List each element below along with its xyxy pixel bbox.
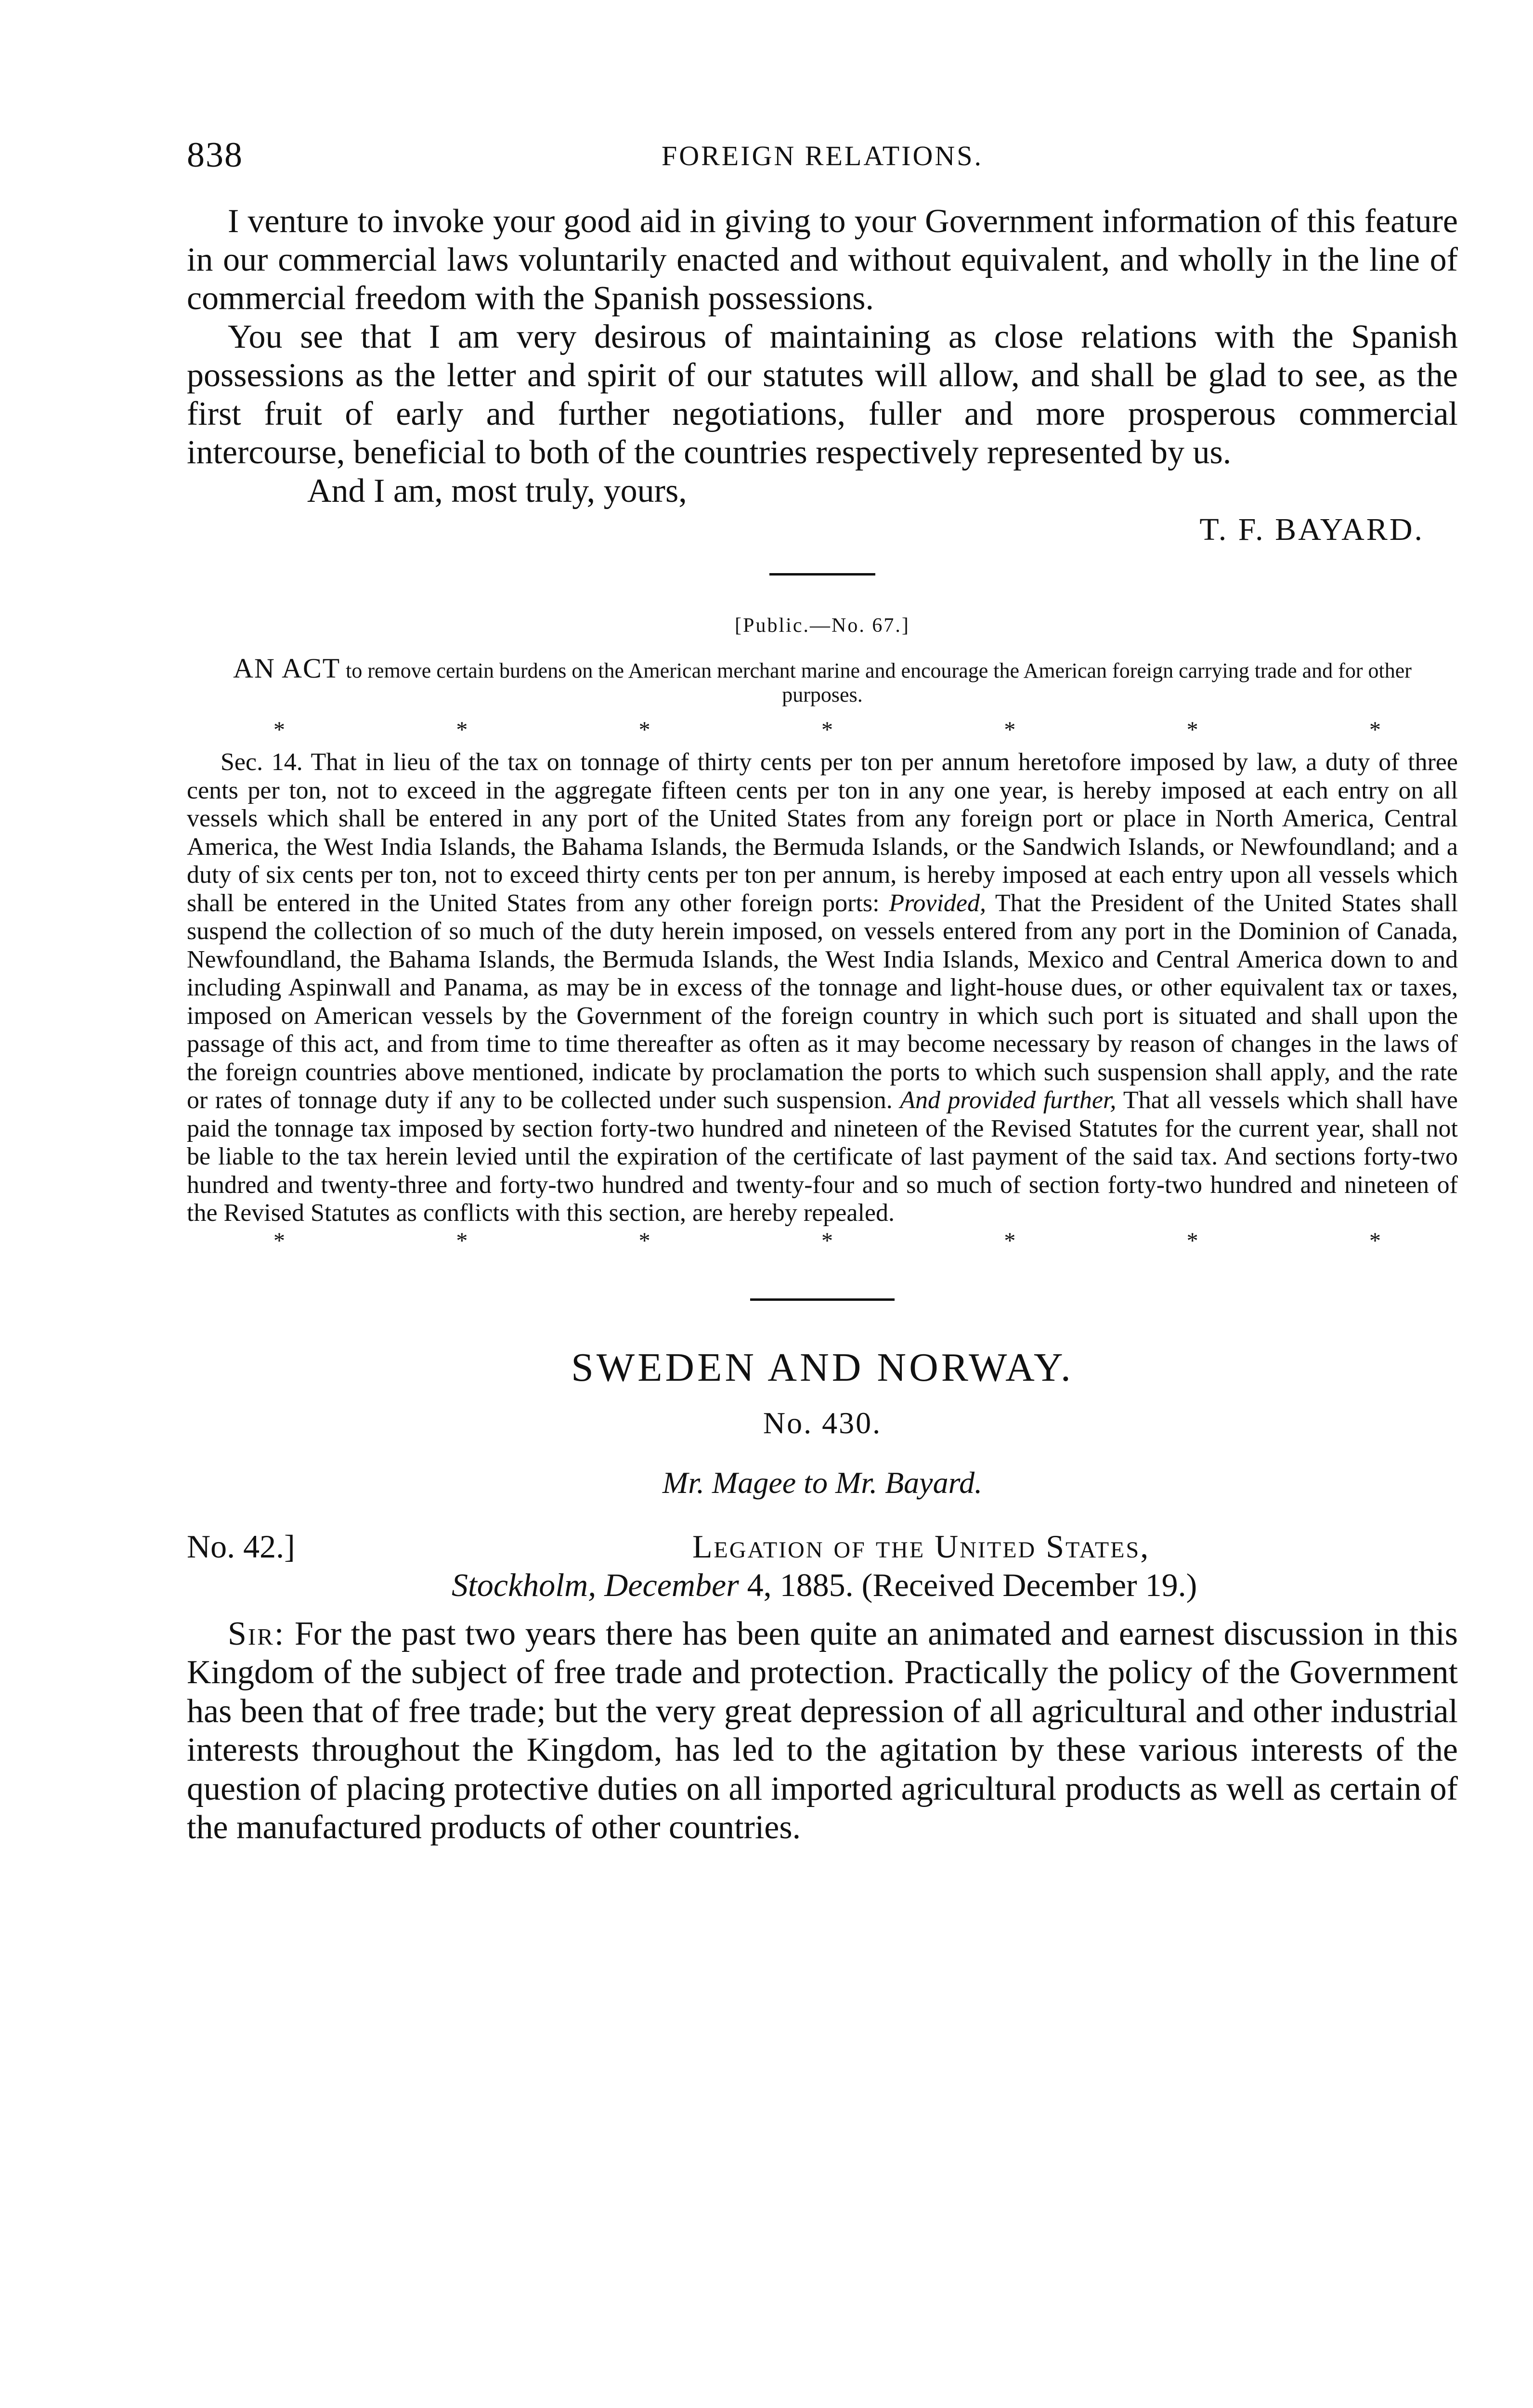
place-date: Stockholm, December xyxy=(452,1566,739,1603)
star: * xyxy=(273,717,285,743)
act-title-prefix: AN ACT xyxy=(233,653,341,684)
received-date: (Received December 19.) xyxy=(861,1566,1197,1603)
page-number: 838 xyxy=(187,135,243,175)
document-page xyxy=(187,135,1458,1847)
proviso-keyword: Provided, xyxy=(889,889,987,917)
act-section-14 xyxy=(187,748,1458,1228)
letter-closing: And I am, most truly, yours, xyxy=(307,472,687,510)
star: * xyxy=(1004,717,1016,743)
star: * xyxy=(638,717,650,743)
ellipsis-stars xyxy=(187,719,1458,742)
dispatch-text: For the past two years there has been quite an animated and earnest discussion in this Kingdom of the subject of free trade and protection. Practically the policy of the Government has been that of free trade; but the very great depression of all agricultural and other industrial interests throughout the Kingdom, has led to the agitation by these various interests of the question of placing protective duties on all imported agricultural products as well as certain of the manufactured products of other countries. xyxy=(187,1615,1458,1846)
legation-line: Legation of the United States, xyxy=(692,1528,1150,1565)
star: * xyxy=(456,1228,468,1254)
star: * xyxy=(1369,717,1381,743)
star: * xyxy=(638,1228,650,1254)
document-number: No. 430. xyxy=(763,1405,882,1440)
star: * xyxy=(821,717,833,743)
divider xyxy=(750,1298,895,1301)
divider xyxy=(769,573,875,576)
salutation: Sir: xyxy=(228,1615,286,1652)
dateline xyxy=(452,1566,1197,1604)
letter-body xyxy=(187,202,1458,472)
correspondents-heading: Mr. Magee to Mr. Bayard. xyxy=(662,1465,983,1500)
star: * xyxy=(273,1228,285,1254)
date-year: 4, 1885. xyxy=(747,1566,854,1603)
letter-paragraph: I venture to invoke your good aid in giving to your Government information of this feature in our commercial laws voluntarily enacted and without equivalent, and wholly in the line of commercial freedom with the Spanish possessions. xyxy=(187,203,1458,317)
act-title-text: to remove certain burdens on the American merchant marine and encourage the American foreign carrying trade and for other purposes. xyxy=(346,659,1412,707)
ellipsis-stars xyxy=(187,1230,1458,1253)
proviso-keyword: And provided further, xyxy=(900,1086,1117,1114)
running-title: FOREIGN RELATIONS. xyxy=(661,140,984,171)
letter-signature: T. F. BAYARD. xyxy=(1199,512,1424,547)
section-text: That the President of the United States shall suspend the collection of so much of the duty herein imposed, on vessels entered from any port in the Dominion of Canada, Newfoundland, the Bahama Islands, the Bermuda Islands, the West India Islands, Mexico and Central America down to and including Aspinwall and Panama, as may be in excess of the tonnage and light-house dues, or other equivalent tax or taxes, imposed on American vessels by the Government of the foreign country in which such port is situated and shall upon the passage of this act, and from time to time thereafter as often as it may become necessary by reason of changes in the laws of the foreign countries above mentioned, indicate by proclamation the ports to which such suspension shall apply, and the rate or rates of tonnage duty if any to be collected under such suspension. xyxy=(187,889,1458,1114)
country-heading: SWEDEN AND NORWAY. xyxy=(571,1345,1074,1390)
star: * xyxy=(821,1228,833,1254)
star: * xyxy=(1369,1228,1381,1254)
section-text: That all vessels which shall have paid the tonnage tax imposed by section forty-two hundred and nineteen of the Revised Statutes for the current year, shall not be liable to the tax herein levied until the expiration of the certificate of last payment of the said tax. And sections forty-two hundred and twenty-three and forty-two hundred and twenty-four and so much of section forty-two hundred and nineteen of the Revised Statutes as conflicts with this section, are hereby repealed. xyxy=(187,1086,1458,1227)
running-head xyxy=(187,135,1458,188)
act-title xyxy=(187,653,1458,707)
star: * xyxy=(1004,1228,1016,1254)
letter-paragraph: You see that I am very desirous of maintaining as close relations with the Spanish possessions as the letter and spirit of our statutes will allow, and shall be glad to see, as the first fruit of early and further negotiations, fuller and more prosperous commercial intercourse, beneficial to both of the countries respectively represented by us. xyxy=(187,318,1458,471)
star: * xyxy=(1186,717,1198,743)
section-text: Sec. 14. That in lieu of the tax on tonnage of thirty cents per ton per annum heretofore imposed by law, a duty of three cents per ton, not to exceed in the aggregate fifteen cents per ton in any one year, is hereby imposed at each entry on all vessels which shall be entered in any port of the United States from any foreign port or place in North America, Central America, the West India Islands, the Bahama Islands, the Bermuda Islands, or the Sandwich Islands, or Newfoundland; and a duty of six cents per ton, not to exceed thirty cents per ton per annum, is hereby imposed at each entry upon all vessels which shall be entered in the United States from any other foreign ports: xyxy=(187,748,1458,917)
dispatch-number: No. 42.] xyxy=(187,1528,295,1565)
dispatch-body xyxy=(187,1615,1458,1847)
star: * xyxy=(1186,1228,1198,1254)
star: * xyxy=(456,717,468,743)
public-law-label: [Public.—No. 67.] xyxy=(735,615,910,637)
dispatch-header xyxy=(187,1527,1458,1609)
